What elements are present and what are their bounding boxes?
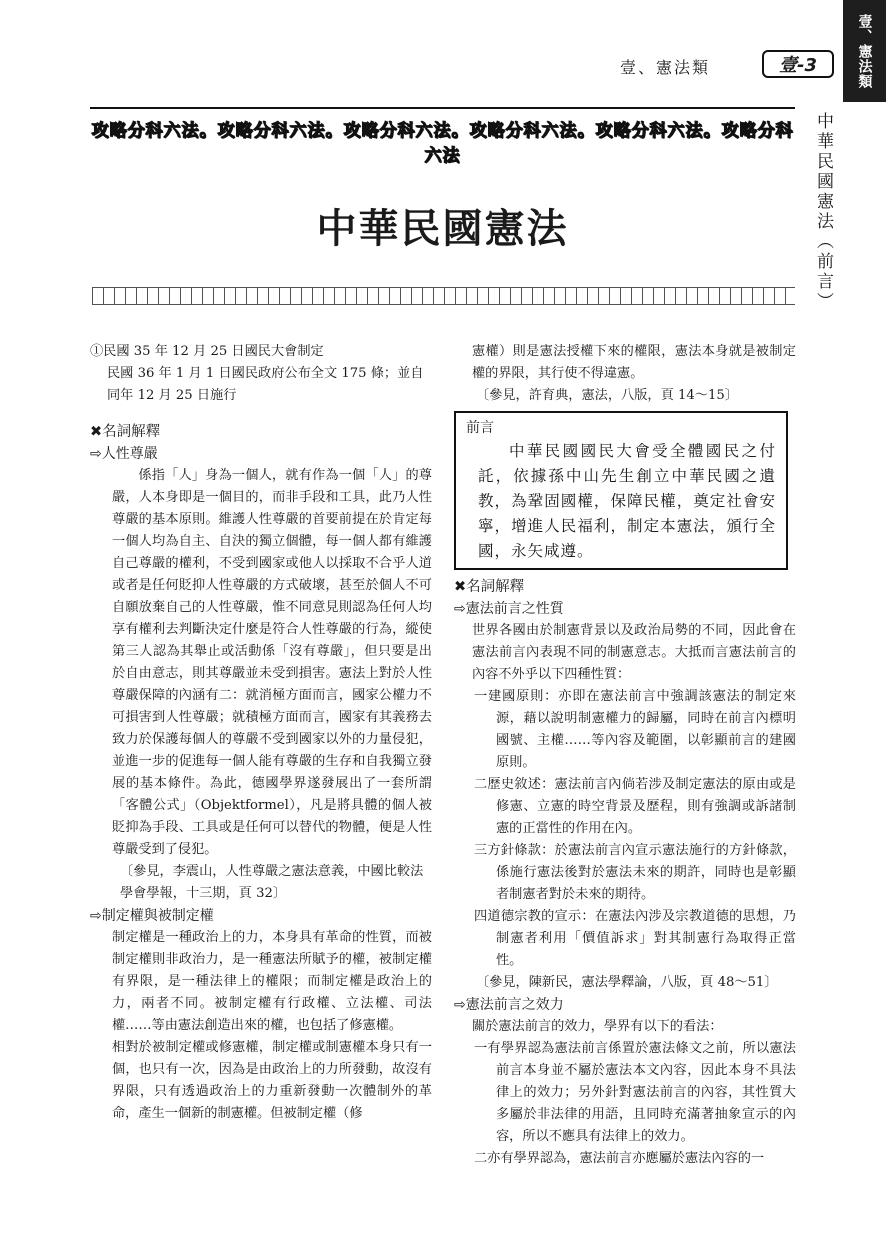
preamble-text: 中華民國國民大會受全體國民之付託，依據孫中山先生創立中華民國之遺教，為鞏固國權，保障民權，奠定社會安寧，增進人民福利，制定本憲法，頒行全國，永矢咸遵。 [478, 442, 776, 560]
term-title: ⇨憲法前言之性質 [454, 601, 564, 617]
term-body: 世界各國由於制憲背景以及政治局勢的不同，因此會在憲法前言內表現不同的制憲意志。大抵而言憲法前言的內容不外乎以下四種性質： [472, 623, 796, 682]
glossary-heading: ✖名詞解釋 [90, 424, 161, 440]
term-title: ⇨憲法前言之效力 [454, 997, 564, 1013]
term-title: ⇨制定權與被制定權 [90, 908, 214, 924]
term-reference: 〔參見，陳新民，憲法學釋論，八版，頁 48～51〕 [476, 975, 778, 990]
arrow-right-icon: ⇨ [454, 997, 466, 1013]
cross-icon: ✖ [454, 579, 467, 595]
decorative-divider [92, 287, 795, 305]
promulgation-note: 民國 36 年 1 月 1 日國民政府公布全文 175 條；並自同年 12 月 25 日施行 [107, 366, 424, 403]
list-item: 一建國原則：亦即在憲法前言中強調該憲法的制定來源，藉以說明制憲權力的歸屬，同時在前言內標明國號、主權……等內容及範圍，以彰顯前言的建國原則。 [474, 689, 796, 770]
term-body: 相對於被制定權或修憲權，制定權或制憲權本身只有一個，也只有一次，因為是由政治上的力所發動，故沒有界限，只有透過政治上的力重新發動一次體制外的革命，產生一個新的制憲權。但被制定權（修 [112, 1040, 432, 1121]
term-body: 制定權是一種政治上的力，本身具有革命的性質，而被制定權則非政治力，是一種憲法所賦予的權，被制定權有界限，是一種法律上的權限；而制定權是政治上的力，兩者不同。被制定權有行政權、立法權、司法權……等由憲法創造出來的權，也包括了修憲權。 [112, 930, 432, 1033]
list-item: 三方針條款：於憲法前言內宣示憲法施行的方針條款，係施行憲法後對於憲法未來的期許，同時也是彰顯者制憲者對於未來的期待。 [474, 843, 796, 902]
enactment-note: ①民國 35 年 12 月 25 日國民大會制定 [90, 344, 324, 359]
term-body: 係指「人」身為一個人，就有作為一個「人」的尊嚴，人本身即是一個目的，而非手段和工具，此乃人性尊嚴的基本原則。維護人性尊嚴的首要前提在於肯定每一個人均為自主、自決的獨立個體，每一個人都有維護自己尊嚴的權利，不受到國家或他人以採取不合乎人道或者是任何貶抑人性尊嚴的方式破壞，甚至於個人不可自願放棄自己的人性尊嚴，惟不同意見則認為任何人均享有權利去判斷決定什麼是符合人性尊嚴的行為，縱使第三人認為其舉止或活動係「沒有尊嚴」，但只要是出於自由意志，則其尊嚴並未受到損害。憲法上對於人性尊嚴保障的內涵有二：就消極方面而言，國家公權力不可損害到人性尊嚴；就積極方面而言，國家有其義務去致力於保護每個人的尊嚴不受到國家以外的力量侵犯，並進一步的促進每一個人能有尊嚴的生存和自我獨立發展的基本條件。為此，德國學界遂發展出了一套所謂「客體公式」（Objektformel），凡是將具體的個人被貶抑為手段、工具或是任何可以替代的物體，便是人性尊嚴受到了侵犯。 [112, 468, 432, 857]
glossary-heading: ✖名詞解釋 [454, 579, 525, 595]
arrow-right-icon: ⇨ [90, 446, 102, 462]
header-rule [90, 107, 795, 109]
preamble-label: 前言 [466, 420, 494, 436]
arrow-right-icon: ⇨ [454, 601, 466, 617]
page-number: 壹-3 [762, 50, 834, 78]
left-column [90, 341, 432, 1125]
page-title: 中華民國憲法 [316, 206, 569, 252]
term-body: 關於憲法前言的效力，學界有以下的看法： [472, 1019, 723, 1034]
section-label: 壹、憲法類 [620, 58, 711, 77]
term-reference: 〔參見，李震山，人性尊嚴之憲法意義，中國比較法學會學報，十三期，頁 32〕 [120, 864, 424, 901]
arrow-right-icon: ⇨ [90, 908, 102, 924]
list-item: 一有學界認為憲法前言係置於憲法條文之前，所以憲法前言本身並不屬於憲法本文內容，因此本身不具法律上的效力；另外針對憲法前言的內容，其性質大多屬於非法律的用語，且同時充滿著抽象宣示的內容，所以不應具有法律上的效力。 [474, 1041, 796, 1144]
list-item: 二亦有學界認為，憲法前言亦應屬於憲法內容的一 [474, 1151, 765, 1166]
continued-text: 憲權）則是憲法授權下來的權限，憲法本身就是被制定權的界限，其行使不得違憲。 [472, 344, 796, 381]
banner-text: 攻略分科六法。攻略分科六法。攻略分科六法。攻略分科六法。攻略分科六法。攻略分科六法 [91, 121, 794, 166]
section-side-tab: 壹、憲法類 [843, 0, 886, 102]
preamble-box [454, 411, 788, 570]
right-column [454, 341, 796, 1170]
term-reference: 〔參見，許育典，憲法，八版，頁 14～15〕 [476, 388, 738, 403]
cross-icon: ✖ [90, 424, 103, 440]
term-title: ⇨人性尊嚴 [90, 446, 158, 462]
list-item: 二歷史敘述：憲法前言內倘若涉及制定憲法的原由或是修憲、立憲的時空背景及歷程，則有強調或訴諸制憲的正當性的作用在內。 [474, 777, 796, 836]
vertical-side-title: 中華民國憲法（前言） [813, 112, 833, 312]
list-item: 四道德宗教的宣示：在憲法內涉及宗教道德的思想，乃制憲者利用「價值訴求」對其制憲行為取得正當性。 [474, 909, 796, 968]
